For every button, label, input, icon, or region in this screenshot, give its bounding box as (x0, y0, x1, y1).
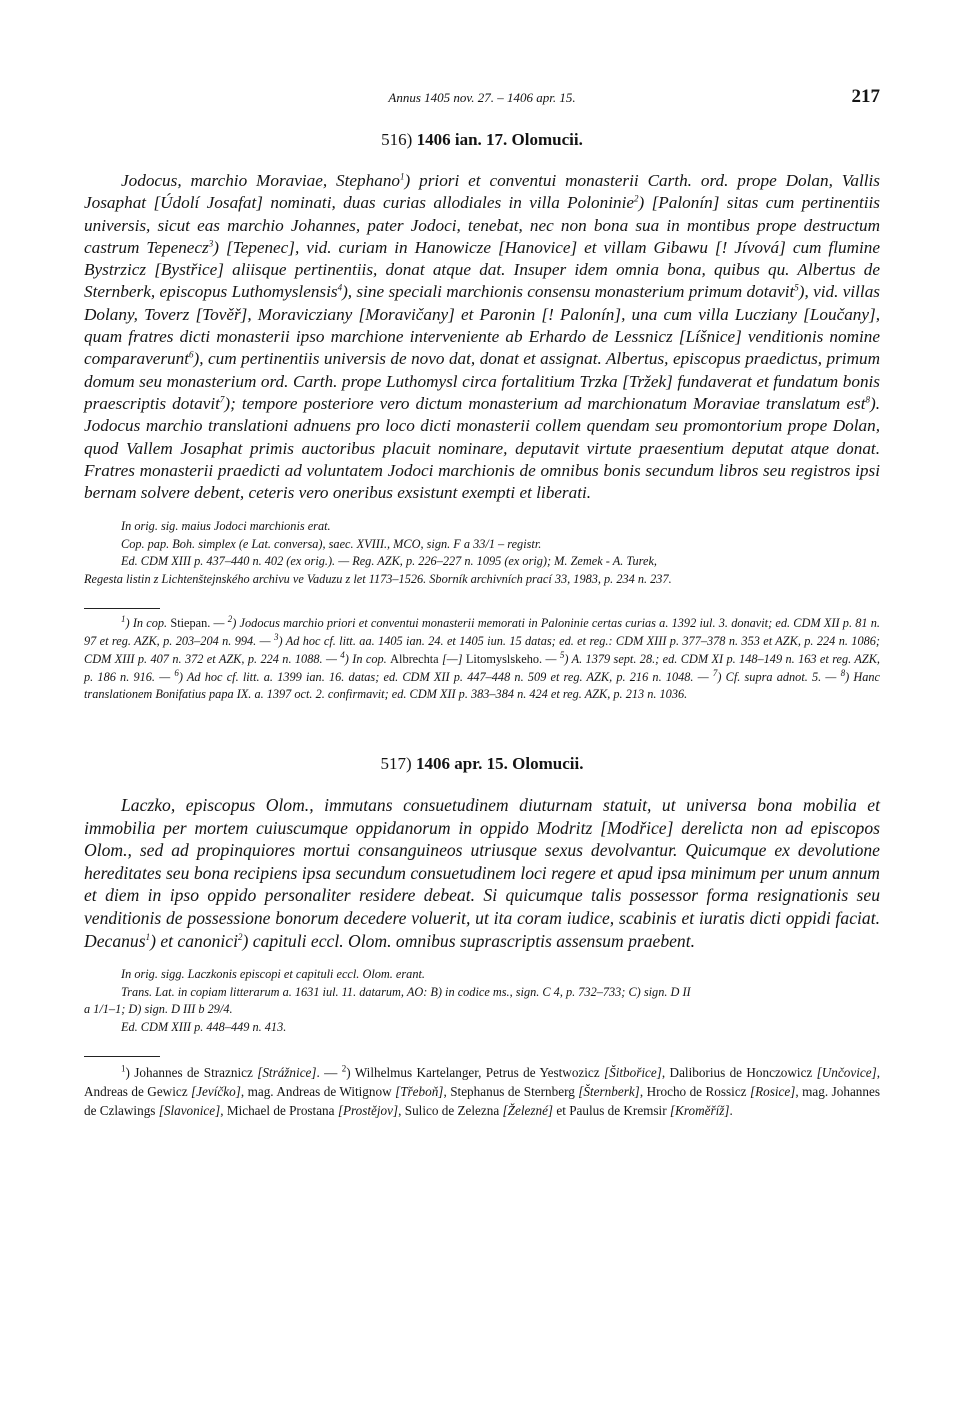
document-number: 516) (381, 130, 413, 149)
source-note: Cop. pap. Boh. simplex (e Lat. conversa), saec. XVIII., MCO, sign. F a 33/1 – registr. (121, 536, 542, 551)
regest-text-516: Jodocus, marchio Moraviae, Stephano$^1$) priori et conventui monasterii Carth. ord. prope Dolan, Vallis Josaphat [Údolí Josafat] nominati, duas curias allodiales in villa Poloninie$^2$) [Palonín] sitas cum pertinentiis universis, sicut eas marchio Johannes, pater Jodoci, tenebat, nec non bona sua in montibus prope destructum castrum Tepenecz$^3$) [Tepenec], vid. curiam in Hanowicze [Hanovice] et villam Gibawu [! Jívová] cum flumine Bystrzicz [Bystřice] aliisque pertinentiis, donat atque dat. Insuper idem omnia bona, quibus qu. Albertus de Sternberk, episcopus Luthomyslensis$^4$), sine speciali marchionis consensu monasterium primum dotavit$^5$), vid. villas Dolany, Toverz [Tověř], Moravicziany [Moravičany] et Paronin [! Palonín], una cum villa Lucziany [Loučany], quam fratres dicti monasterii ipso marchione interveniente ab Erhardo de Lessnicz [Líšnice] venditionis nomine comparaverunt$^6$), cum pertinentiis universis de novo dat, donat et assignat. Albertus, episcopus praedictus, primum domum seu monasterium ord. Carth. prope Luthomysl circa fortalitium Trzka [Tržek] fundaverat et fundatum bonis praescriptis dotavit$^7$); tempore posteriore vero dictum monasterium ad marchionatum Moraviae translatum est$^8$). Jodocus marchio translationi adnuens pro loco dicti monasterii collem quendam seu promontorium prope Dolan, quod Vallem Josaphat primis auctoribus placuit nominare, deputavit virtute praesentium deputat atque donat. Fratres monasterii praedicti ad voluntatem Jodoci marchionis de omnibus bonis secundum libros seu registros ipsi bernam solvere debent, ceteris vero oneribus exsistunt exempti et liberati. (84, 171, 880, 503)
running-title: Annus 1405 nov. 27. – 1406 apr. 15. (388, 90, 576, 105)
page-header (84, 86, 880, 114)
document-date: 1406 ian. 17. Olomucii. (416, 130, 583, 149)
regest-text-517: Laczko, episcopus Olom., immutans consuetudinem diuturnam statuit, ut universa bona mobilia et immobilia per mortem cuiuscumque oppidanorum in oppido Modritz [Modřice] derelicta non ad episcopos Olom., sed ad propinquiores mortui consanguineos utriusque sexus devolvantur. Quicumque ex devolutione hereditates seu bona recipiens ipsa secundum consuetudinem loci regere et apud ipsa minimum per unum annum et diem in ipso oppido personaliter residere debeat. Si quicumque talis possessor forma resignationis seu venditionis de possessione bonorum decedere voluerit, ut ita coram iudice, scabinis et iuratis dicti oppidi faciat. Decanus$^1$) et canonici$^2$) capituli eccl. Olom. omnibus suprascriptis assensum praebent. (84, 794, 907, 951)
document-heading-517 (84, 754, 880, 774)
source-note: Ed. CDM XIII p. 448–449 n. 413. (121, 1019, 287, 1034)
footnotes-517: $^1$) Johannes de Straznicz [Strážnice]. — $^2$) Wilhelmus Kartelanger, Petrus de Yestwozicz [Šitbořice], Daliborius de Honczowicz [Unčovice], Andreas de Gewicz [Jevíčko], mag. Andreas de Witignow [Třeboň], Stephanus de Sternberg [Šternberk], Hrocho de Rossicz [Rosice], mag. Johannes de Czlawings [Slavonice], Michael de Prostana [Prostějov], Sulico de Zelezna [Železné] et Paulus de Kremsir [Kroměříž]. (84, 1063, 881, 1119)
document-page (84, 86, 907, 1120)
footnotes-516: $^1$) In cop. Stiepan. — $^2$) Jodocus marchio priori et conventui monasterii memorati in Paloninie certas curias a. 1392 iul. 3. donavit; ed. CDM XII p. 81 n. 97 et reg. AZK, p. 203–204 n. 994. — $^3$) Ad hoc cf. litt. aa. 1405 ian. 24. et 1405 iun. 15 datas; ed. et reg.: CDM XIII p. 377–378 n. 353 et AZK, p. 224 n. 1086; CDM XIII p. 407 n. 372 et AZK, p. 224 n. 1088. — $^4$) In cop. Albrechta [—] Litomyslskeho. — $^5$) A. 1379 sept. 28.; ed. CDM XI p. 148–149 n. 163 et reg. AZK, p. 186 n. 916. — $^6$) Ad hoc cf. litt. a. 1399 ian. 16. datas; ed. CDM XII p. 447–448 n. 509 et reg. AZK, p. 216 n. 1048. — $^7$) Cf. supra adnot. 5. — $^8$) Hanc translationem Bonifatius papa IX. a. 1397 oct. 2. confirmavit; ed. CDM XII p. 383–384 n. 424 et reg. AZK, p. 213 n. 1036. (84, 614, 881, 702)
footnote-divider (84, 1056, 160, 1057)
source-note: In orig. sig. maius Jodoci marchionis erat. (121, 519, 331, 534)
source-note: Regesta listin z Lichtenštejnského archivu ve Vaduzu z let 1173–1526. Sborník archivních prací 33, 1983, p. 234 n. 237. (84, 571, 672, 586)
footnote-divider (84, 608, 160, 609)
document-date: 1406 apr. 15. Olomucii. (415, 753, 584, 773)
source-note: Trans. Lat. in copiam litterarum a. 1631 iul. 11. datarum, AO: B) in codice ms., sign. C 4, p. 732–733; C) sign. D II (121, 984, 691, 999)
page-number: 217 (851, 86, 880, 107)
source-note: a 1/1–1; D) sign. D III b 29/4. (84, 1002, 233, 1017)
source-note: In orig. sigg. Laczkonis episcopi et capituli eccl. Olom. erant. (121, 967, 425, 982)
source-notes-517 (84, 966, 880, 1036)
source-note: Ed. CDM XIII p. 437–440 n. 402 (ex orig.). — Reg. AZK, p. 226–227 n. 1095 (ex orig); M. Zemek - A. Turek, (121, 554, 657, 569)
source-notes-516 (84, 518, 880, 588)
document-heading-516 (84, 130, 880, 150)
document-number: 517) (380, 753, 412, 773)
